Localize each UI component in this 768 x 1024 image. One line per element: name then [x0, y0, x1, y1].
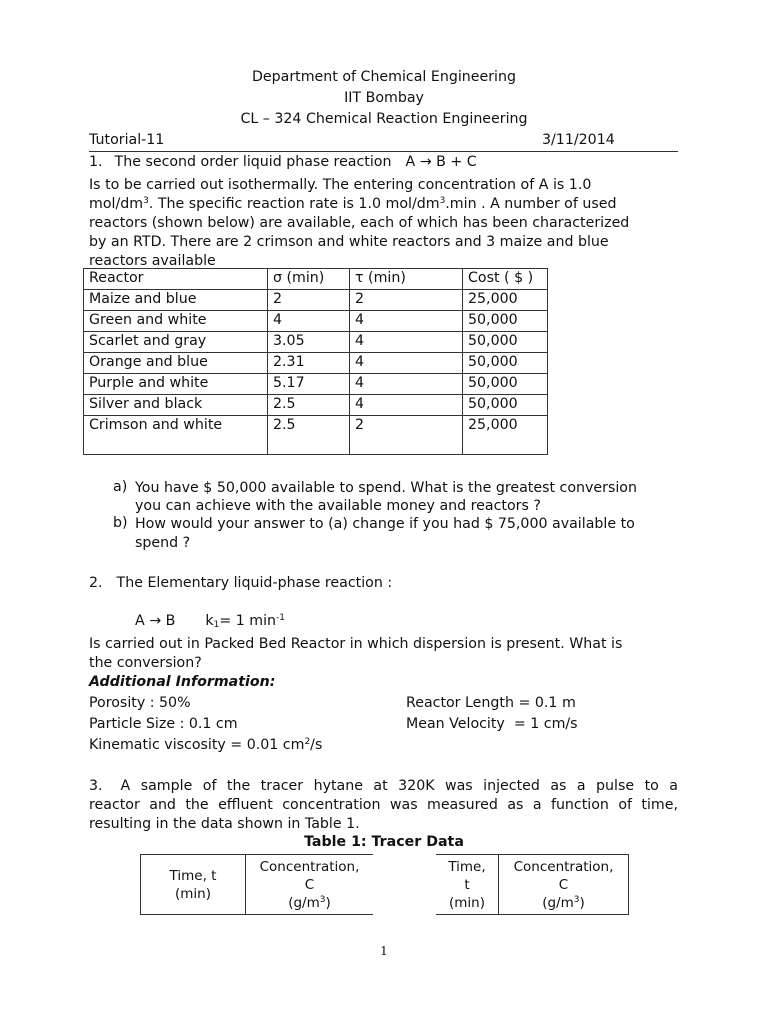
q3-number: 3. [89, 778, 103, 794]
page-number: 1 [380, 944, 388, 958]
reactor-table-cell: 4 [268, 311, 350, 332]
q1-part-b: How would your answer to (a) change if you had $ 75,000 available to spend ? [135, 516, 635, 551]
reactor-table-cell: Maize and blue [84, 290, 268, 311]
reactor-table-cell: 25,000 [463, 416, 548, 455]
reactor-table-cell: 4 [350, 353, 463, 374]
q2-reaction: A → B $k_1= 1$ $\min^{-1}$ [135, 613, 285, 630]
reactor-table-row [84, 353, 548, 374]
institute-heading: IIT Bombay [344, 90, 424, 106]
reactor-table-cell: 4 [350, 395, 463, 416]
reactor-table-header-row [84, 269, 548, 290]
reactor-table-cell: 4 [350, 374, 463, 395]
q2-number: 2. [89, 575, 103, 591]
reactor-table-cell: 5.17 [268, 374, 350, 395]
q2-porosity: Porosity : 50% [89, 695, 191, 711]
reactor-table-cell: 2 [350, 416, 463, 455]
q1-number: 1. [89, 154, 103, 170]
tracer-table-left [140, 854, 373, 915]
course-heading: CL – 324 Chemical Reaction Engineering [240, 111, 528, 127]
q1-part-b-label: b) [113, 515, 128, 531]
concentration-header: Concentration, C $(g/m^3)$ [259, 858, 360, 911]
q1-body-line: Is to be carried out isothermally. The entering concentration of A is 1.0 [89, 177, 592, 193]
q1-body-line: mol/$dm^3$. The specific reaction rate is 1.0 mol/$dm^3.\min$ . A number of used [89, 196, 617, 212]
q2-title: The Elementary liquid-phase reaction : [116, 575, 393, 591]
reactor-table-cell: Orange and blue [84, 353, 268, 374]
reactor-table-cell: 50,000 [463, 332, 548, 353]
q2-body: Is carried out in Packed Bed Reactor in which dispersion is present. What is the conversion? [89, 636, 623, 671]
time-header: Time, t (min) [436, 855, 499, 915]
department-heading: Department of Chemical Engineering [251, 69, 516, 85]
q2-title-line [89, 575, 392, 591]
concentration-header: Concentration, C $(g/m^3)$ [499, 855, 629, 915]
reactor-table-row [84, 416, 548, 455]
reactor-table-row [84, 395, 548, 416]
reactor-table-cell: 3.05 [268, 332, 350, 353]
q2-particle-size: Particle Size : 0.1 cm [89, 716, 238, 732]
reactor-table-cell: 50,000 [463, 395, 548, 416]
q1-title: The second order liquid phase reaction [114, 154, 392, 170]
reactor-table-header-cell: σ (min) [268, 269, 350, 290]
q3-body: 3. A sample of the tracer hytane at 320K was injected as a pulse to a reactor and the effluent concentration was measured as a function of time, resulting in the data shown in Table 1. [89, 778, 678, 832]
reactor-table-cell: Silver and black [84, 395, 268, 416]
q2-rate-constant: $k_1= 1$ $\min^{-1}$ [205, 613, 285, 630]
reactor-table-row [84, 290, 548, 311]
header-divider [89, 151, 678, 152]
reactor-table-cell: Purple and white [84, 374, 268, 395]
reactor-table-cell: 4 [350, 332, 463, 353]
reactor-table-row [84, 332, 548, 353]
q1-part-a: You have $ 50,000 available to spend. What is the greatest conversion you can achieve with the available money and reactors ? [135, 480, 637, 514]
q1-body-line: reactors (shown below) are available, each of which has been characterized [89, 215, 630, 231]
date-label: 3/11/2014 [542, 132, 615, 148]
reactor-table-cell: 2 [268, 290, 350, 311]
reactor-table-cell: 2.5 [268, 395, 350, 416]
tutorial-label: Tutorial-11 [89, 132, 165, 148]
q2-kinematic-viscosity: Kinematic viscosity = 0.01 $cm^2/s$ [89, 737, 323, 753]
q1-body-line: reactors available [89, 253, 216, 269]
reactor-table-row [84, 311, 548, 332]
q1-part-a-label: a) [113, 479, 128, 495]
reactor-table-cell: Crimson and white [84, 416, 268, 455]
q2-reactor-length: Reactor Length = 0.1 m [406, 695, 576, 711]
reactor-table-cell: 50,000 [463, 353, 548, 374]
q1-title-line [89, 154, 477, 170]
q2-mean-velocity: Mean Velocity = 1 cm/s [406, 716, 578, 732]
reactor-table-cell: Scarlet and gray [84, 332, 268, 353]
reactor-table-cell: 2.5 [268, 416, 350, 455]
reactor-table [83, 268, 548, 455]
tracer-table-right [436, 854, 629, 915]
reactor-table-row [84, 374, 548, 395]
q1-body [89, 176, 689, 271]
reactor-table-cell: 2 [350, 290, 463, 311]
reactor-table-header-cell: τ (min) [350, 269, 463, 290]
tracer-table-title: Table 1: Tracer Data [304, 834, 464, 850]
reactor-table-cell: Green and white [84, 311, 268, 332]
reactor-table-cell: 25,000 [463, 290, 548, 311]
reactor-table-header-cell: Cost ( $ ) [463, 269, 548, 290]
reactor-table-header-cell: Reactor [84, 269, 268, 290]
reactor-table-cell: 50,000 [463, 374, 548, 395]
time-header: Time, t (min) [141, 855, 246, 915]
q1-body-line: by an RTD. There are 2 crimson and white reactors and 3 maize and blue [89, 234, 609, 250]
q1-reaction: A → B + C [405, 154, 477, 170]
reactor-table-cell: 4 [350, 311, 463, 332]
reactor-table-cell: 50,000 [463, 311, 548, 332]
q2-additional-heading: Additional Information: [89, 674, 276, 690]
reactor-table-cell: 2.31 [268, 353, 350, 374]
